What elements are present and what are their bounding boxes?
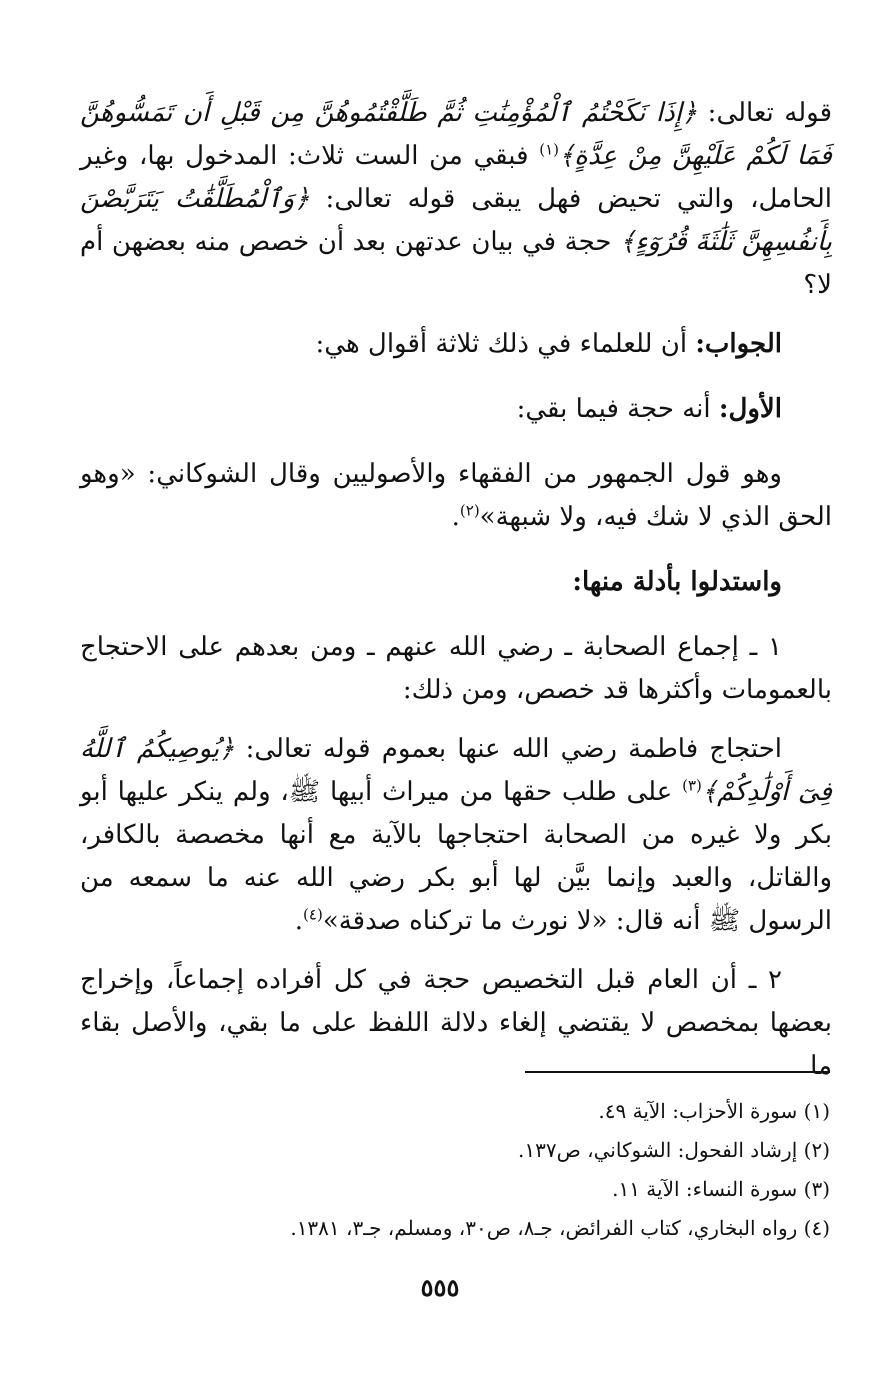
footnote: (١) سورة الأحزاب: الآية ٤٩. xyxy=(598,1099,830,1123)
footnote: (٤) رواه البخاري، كتاب الفرائض، جـ٨، ص٣٠، ومسلم، جـ٣، ١٣٨١. xyxy=(290,1216,830,1240)
footnote-ref-2: (٢) xyxy=(459,501,480,520)
paragraph-answer xyxy=(80,323,832,366)
text-run: فبقي من الست ثلاث: المدخول بها، وغير الحامل، والتي تحيض فهل يبقى قوله تعالى: xyxy=(80,141,832,214)
page-number: ٥٥٥ xyxy=(420,1273,460,1302)
text-run: قوله تعالى: xyxy=(697,98,832,128)
answer-text: أن للعلماء في ذلك ثلاثة أقوال هي: xyxy=(315,329,696,359)
quran-verse: ﴿وَٱلْمُطَلَّقَٰتُ يَتَرَبَّصْنَ بِأَنفُسِهِنَّ ثَلَٰثَةَ قُرُوٓءٍ﴾ xyxy=(80,184,832,257)
first-opinion-text: أنه حجة فيما بقي: xyxy=(516,394,719,424)
quran-verse: ﴿إِذَا نَكَحْتُمُ ٱلْمُؤْمِنَٰتِ ثُمَّ طَلَّقْتُمُوهُنَّ مِن قَبْلِ أَن تَمَسُّوهُنَّ فَمَا لَكُمْ عَلَيْهِنَّ مِنْ عِدَّةٍ﴾ xyxy=(80,98,832,171)
footnote: (٢) إرشاد الفحول: الشوكاني، ص١٣٧. xyxy=(518,1138,830,1162)
paragraph-question xyxy=(80,92,832,307)
text-run: حجة في بيان عدتهن بعد أن خصص منه بعضهن أم لا؟ xyxy=(80,227,832,300)
footnote-ref-1: (١) xyxy=(539,140,559,159)
paragraph-fatima xyxy=(80,728,832,943)
main-text xyxy=(80,92,832,1088)
footnote-ref-3: (٣) xyxy=(682,776,702,795)
paragraph-first-opinion xyxy=(80,388,832,431)
paragraph-majority xyxy=(80,453,832,539)
paragraph-item-2: ٢ ـ أن العام قبل التخصيص حجة في كل أفراده إجماعاً، وإخراج بعضها بمخصص لا يقتضي إلغاء دلالة اللفظ على ما بقي، والأصل بقاء ما xyxy=(80,965,832,1081)
footnote-ref-4: (٤) xyxy=(303,905,323,924)
quran-verse: ﴿يُوصِيكُمُ ٱللَّهُ فِىٓ أَوْلَٰدِكُمْ﴾ xyxy=(80,734,832,807)
paragraph-evidence-heading: واستدلوا بأدلة منها: xyxy=(572,567,782,597)
answer-label: الجواب: xyxy=(695,329,782,359)
text-run: . xyxy=(294,906,304,936)
text-run: احتجاج فاطمة رضي الله عنها بعموم قوله تعالى: xyxy=(234,734,782,764)
footnote-separator xyxy=(525,1071,830,1073)
paragraph-item-1: ١ ـ إجماع الصحابة ـ رضي الله عنهم ـ ومن بعدهم على الاحتجاج بالعمومات وأكثرها قد خصص، ومن ذلك: xyxy=(80,632,832,705)
text-run: على طلب حقها من ميراث أبيها ﷺ، ولم ينكر عليها أبو بكر ولا غيره من الصحابة احتجاجها بالآية مع أنها مخصصة بالكافر، والقاتل، والعبد وإنما بيَّن لها أبو بكر رضي الله عنه ما سمعه من الرسول ﷺ أنه قال: «لا نورث ما تركناه صدقة» xyxy=(80,777,832,936)
footnote: (٣) سورة النساء: الآية ١١. xyxy=(612,1177,830,1201)
first-opinion-label: الأول: xyxy=(718,394,782,424)
text-run: . xyxy=(451,502,460,532)
text-run: وهو قول الجمهور من الفقهاء والأصوليين وقال الشوكاني: «وهو الحق الذي لا شك فيه، ولا شبهة» xyxy=(80,459,832,532)
footnotes xyxy=(100,1092,830,1248)
